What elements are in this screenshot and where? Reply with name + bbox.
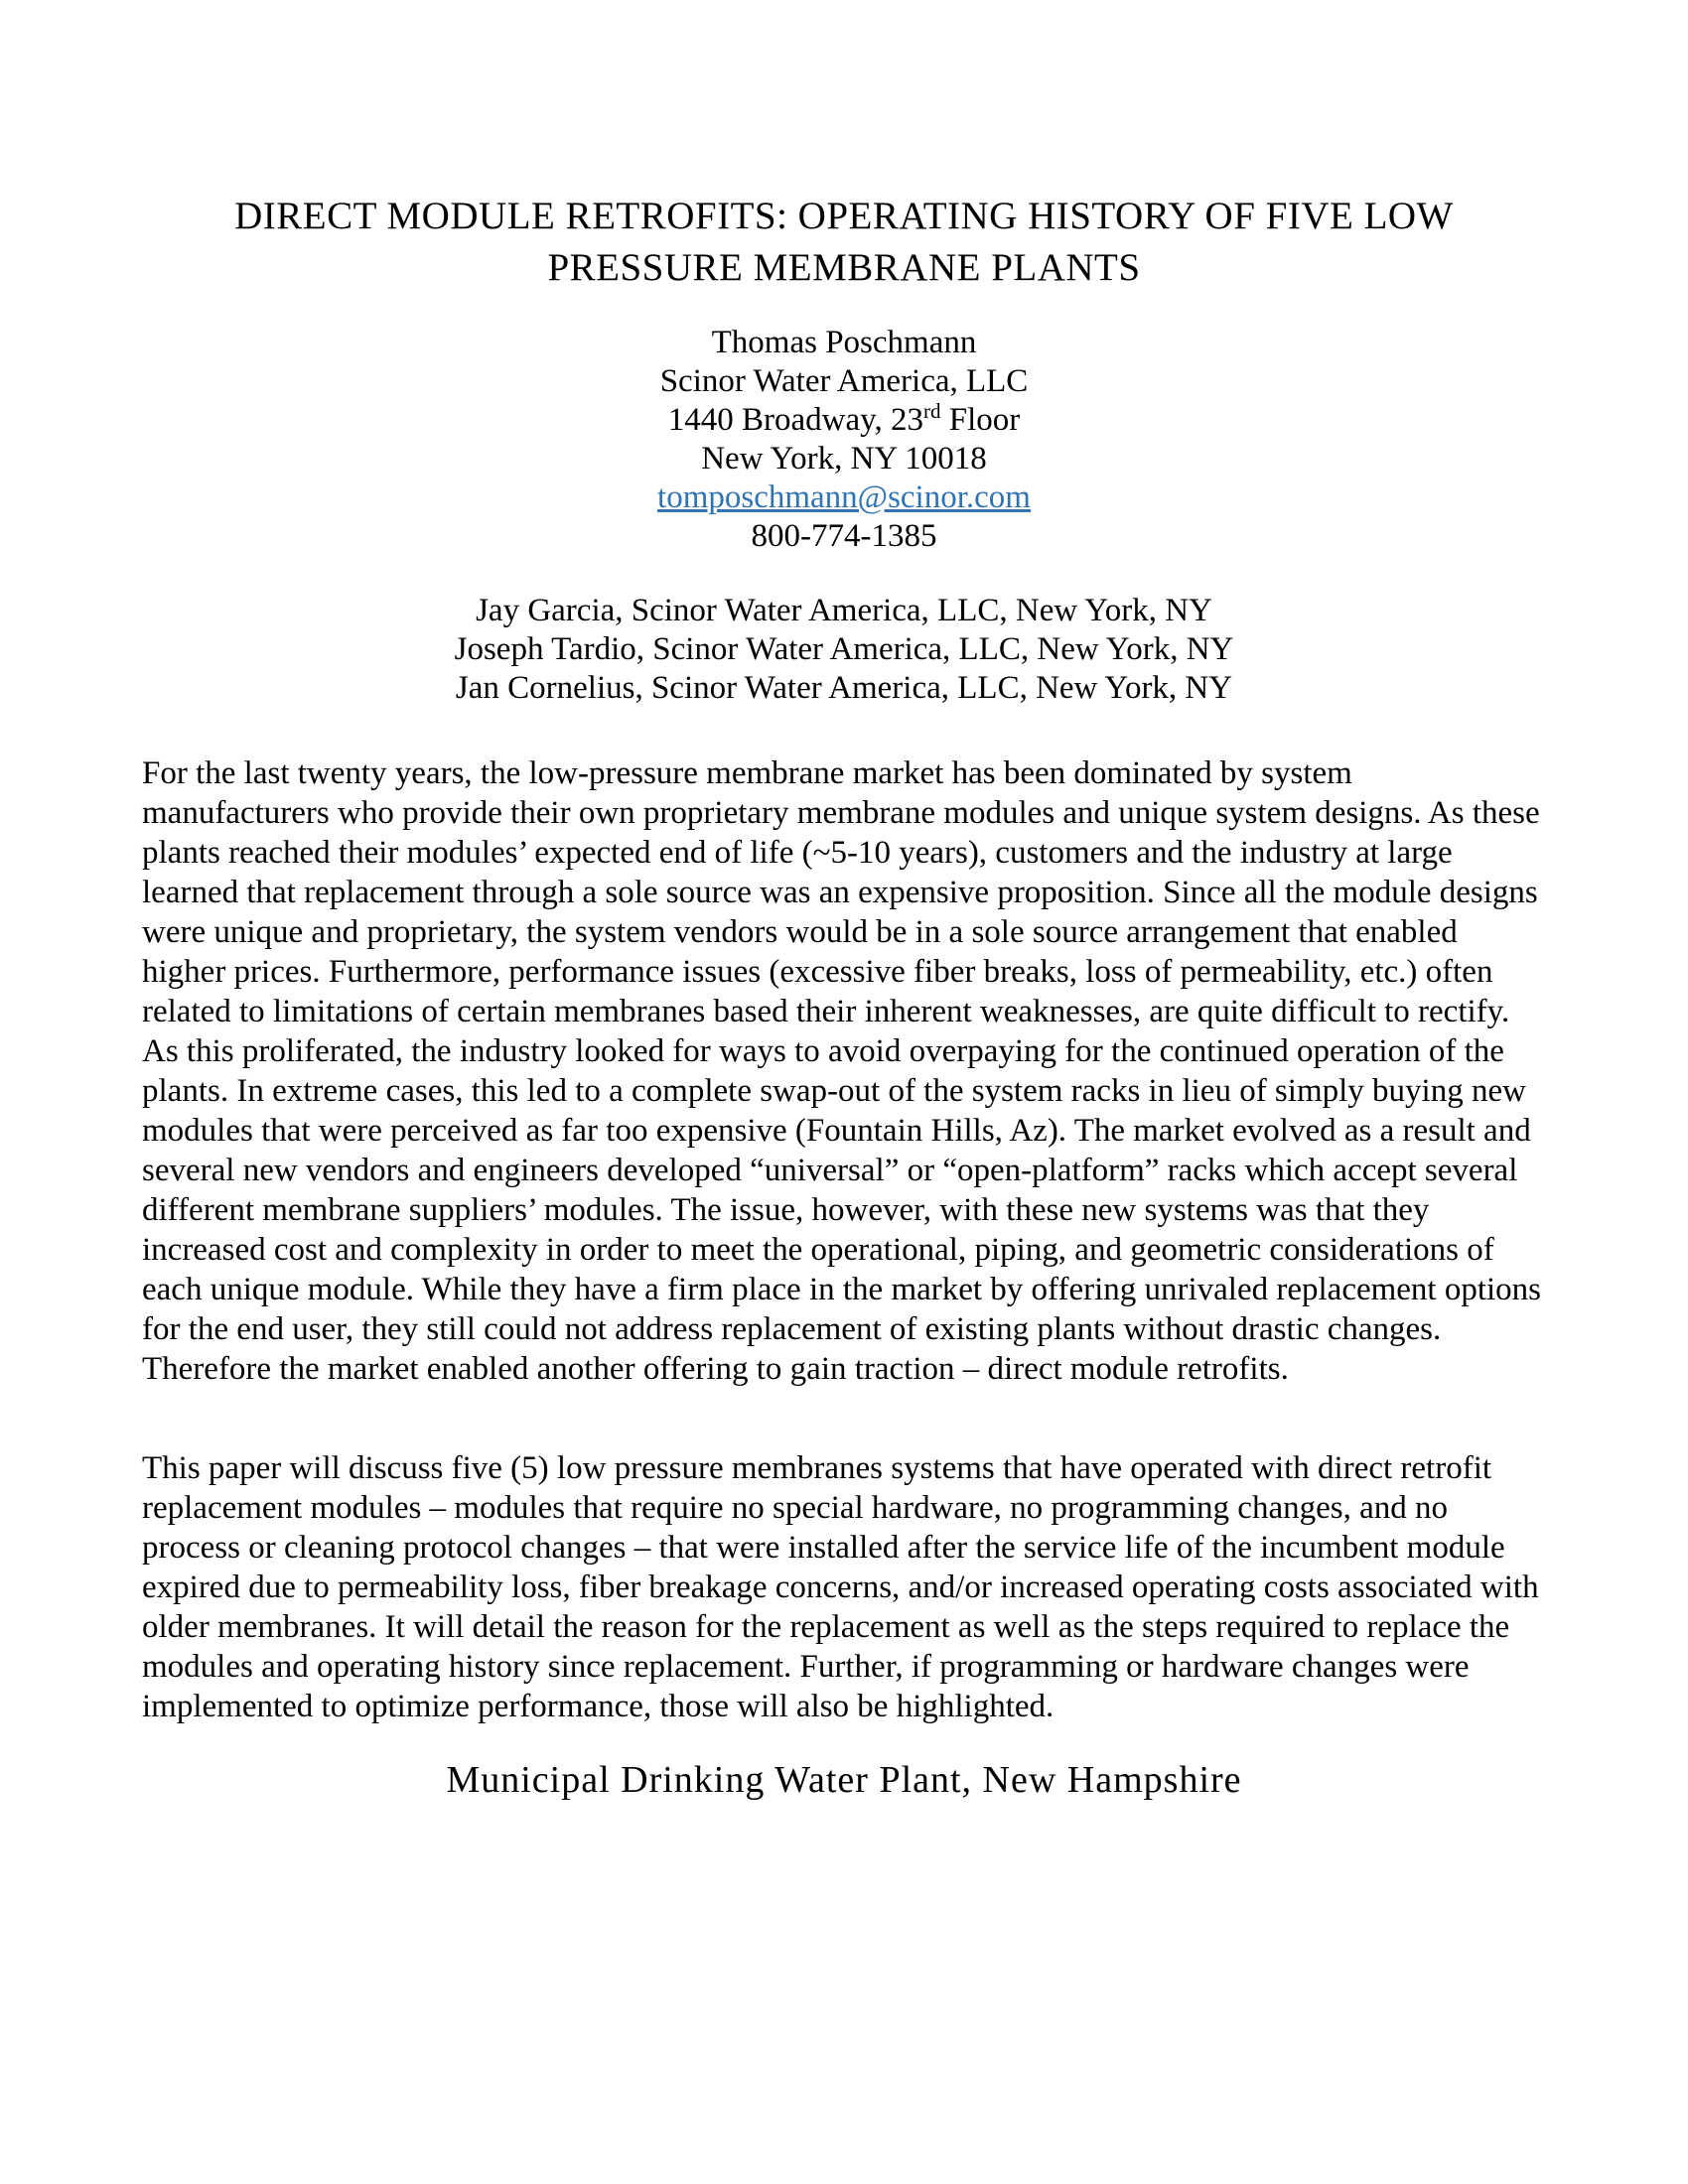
address-ordinal-superscript: rd — [922, 399, 941, 423]
author-name: Thomas Poschmann — [711, 325, 977, 360]
email-link[interactable]: tomposchmann@scinor.com — [657, 479, 1031, 515]
address-prefix: 1440 Broadway, 23 — [667, 402, 923, 438]
author-phone: 800-774-1385 — [751, 518, 937, 554]
paper-title-line2: PRESSURE MEMBRANE PLANTS — [547, 246, 1141, 289]
coauthor-line: Jan Cornelius, Scinor Water America, LLC, New York, NY — [455, 670, 1233, 706]
coauthor-list — [142, 592, 1546, 708]
author-city: New York, NY 10018 — [701, 441, 987, 477]
abstract-paragraph-1: For the last twenty years, the low-pressure membrane market has been dominated by system manufacturers who provide their own proprietary membrane modules and unique system designs. As these plants reached their modules’ expected end of life (~5-10 years), customers and the industry at large learned that replacement through a sole source was an expensive proposition. Since all the module designs were unique and proprietary, the system vendors would be in a sole source arrangement that enabled higher prices. Furthermore, performance issues (excessive fiber breaks, loss of permeability, etc.) often related to limitations of certain membranes based their inherent weaknesses, are quite difficult to rectify. As this proliferated, the industry looked for ways to avoid overpaying for the continued operation of the plants. In extreme cases, this led to a complete swap-out of the system racks in lieu of simply buying new modules that were perceived as far too expensive (Fountain Hills, Az). The market evolved as a result and several new vendors and engineers developed “universal” or “open-platform” racks which accept several different membrane suppliers’ modules. The issue, however, with these new systems was that they increased cost and complexity in order to meet the operational, piping, and geometric considerations of each unique module. While they have a firm place in the market by offering unrivaled replacement options for the end user, they still could not address replacement of existing plants without drastic changes. Therefore the market enabled another offering to gain traction – direct module retrofits. — [142, 755, 1542, 1387]
author-email-row — [142, 478, 1546, 517]
coauthor-line: Joseph Tardio, Scinor Water America, LLC, New York, NY — [454, 631, 1234, 667]
author-company: Scinor Water America, LLC — [659, 363, 1029, 399]
abstract-paragraph-2: This paper will discuss five (5) low pressure membranes systems that have operated with direct retrofit replacement modules – modules that require no special hardware, no programming changes, and no process or cleaning protocol changes – that were installed after the service life of the incumbent module expired due to permeability loss, fiber breakage concerns, and/or increased operating costs associated with older membranes. It will detail the reason for the replacement as well as the steps required to replace the modules and operating history since replacement. Further, if programming or hardware changes were implemented to optimize performance, those will also be highlighted. — [142, 1450, 1539, 1724]
paper-title-line1: DIRECT MODULE RETROFITS: OPERATING HISTORY OF FIVE LOW — [234, 195, 1454, 237]
author-address — [142, 401, 1546, 440]
paper-title — [142, 191, 1546, 294]
author-contact-block — [142, 324, 1546, 556]
section-heading: Municipal Drinking Water Plant, New Hampshire — [446, 1759, 1242, 1801]
address-suffix: Floor — [940, 402, 1021, 438]
coauthor-line: Jay Garcia, Scinor Water America, LLC, New York, NY — [476, 593, 1212, 628]
